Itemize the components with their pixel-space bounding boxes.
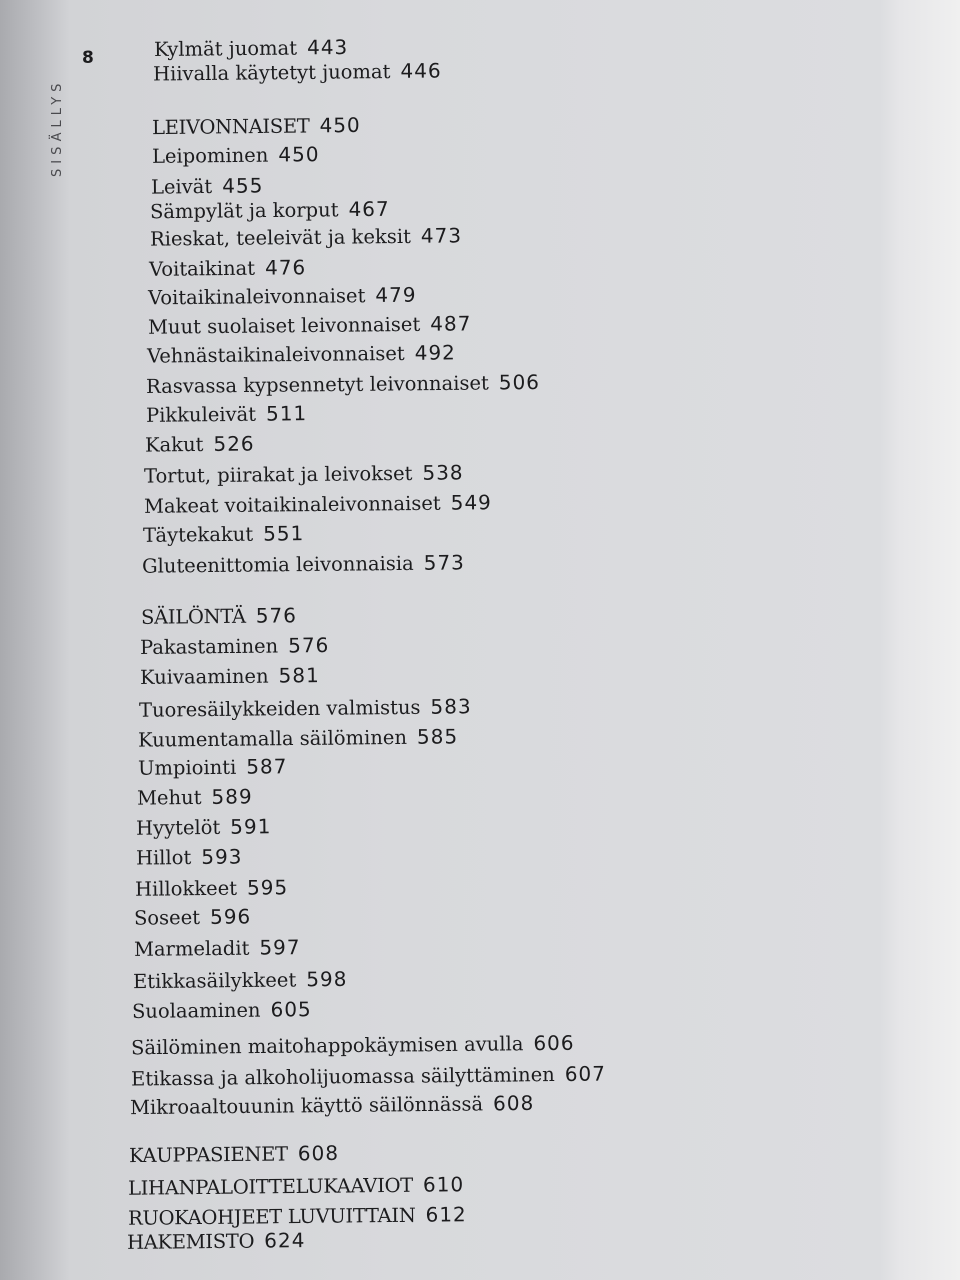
toc-entry-title: Leivät — [150, 174, 213, 199]
toc-entry — [135, 875, 288, 902]
toc-entry-page: 597 — [258, 935, 301, 960]
toc-entry-title: Makeat voitaikinaleivonnaiset — [143, 491, 441, 518]
toc-entry — [133, 967, 348, 994]
toc-entry-title: Sämpylät ja korput — [150, 198, 339, 224]
toc-entry-title: Säilöminen maitohappokäymisen avulla — [131, 1032, 524, 1060]
toc-entry-page: 511 — [265, 401, 308, 426]
toc-entry — [144, 460, 464, 488]
toc-entry-title: Muut suolaiset leivonnaiset — [147, 312, 421, 339]
toc-entry-page: 450 — [277, 142, 320, 167]
toc-entry — [136, 814, 272, 840]
toc-entry-title: Pakastaminen — [140, 634, 279, 659]
toc-entry-title: RUOKAOHJEET LUVUITTAIN — [127, 1203, 416, 1230]
toc-entry-page: 576 — [288, 633, 330, 658]
toc-entry-page: 492 — [414, 340, 457, 365]
toc-entry — [133, 935, 300, 962]
toc-entry — [151, 173, 264, 199]
toc-entry-page: 587 — [245, 754, 288, 779]
toc-entry-page: 596 — [210, 904, 252, 929]
toc-entry-page: 585 — [417, 724, 459, 749]
toc-entry-title: Kylmät juomat — [153, 36, 298, 62]
toc-entry-title: Voitaikinat — [148, 256, 256, 281]
toc-entry — [153, 58, 442, 86]
toc-entry-title: Voitaikinaleivonnaiset — [148, 284, 366, 310]
toc-entry-page: 598 — [306, 966, 348, 992]
toc-entry-title: Gluteenittomia leivonnaisia — [142, 551, 415, 578]
toc-entry-page: 473 — [420, 223, 462, 248]
toc-entry-title: Etikkasäilykkeet — [132, 968, 297, 994]
toc-entry — [140, 663, 320, 690]
toc-entry — [142, 550, 465, 578]
toc-entry-title: Pikkuleivät — [145, 402, 256, 427]
toc-entry — [148, 311, 472, 339]
toc-entry — [154, 35, 348, 62]
toc-entry-title: Tortut, piirakat ja leivokset — [144, 461, 413, 488]
toc-entry-page: 583 — [430, 694, 472, 719]
toc-entry-title: Umpiointi — [137, 755, 237, 780]
toc-entry — [141, 603, 297, 630]
toc-entry-title: Täytekakut — [142, 522, 254, 547]
toc-entry-page: 608 — [297, 1140, 340, 1166]
toc-entry-title: LEIVONNAISET — [152, 114, 310, 140]
toc-entry — [127, 1228, 306, 1255]
toc-entry-title: Hyytelöt — [136, 815, 221, 840]
toc-entry — [147, 340, 456, 368]
toc-entry — [130, 1091, 535, 1120]
toc-entry-page: 624 — [264, 1228, 306, 1253]
toc-entry-page: 595 — [246, 875, 289, 900]
toc-entry-page: 610 — [423, 1172, 465, 1197]
toc-entry-page: 551 — [262, 521, 305, 546]
toc-entry-title: Kuivaaminen — [139, 664, 269, 689]
toc-entry-title: Rieskat, teeleivät ja keksit — [149, 224, 411, 251]
toc-entry-page: 446 — [400, 58, 443, 83]
toc-entry — [140, 633, 330, 660]
toc-entry-page: 605 — [270, 997, 313, 1022]
page-number: 8 — [82, 48, 94, 68]
toc-entry-title: Marmeladit — [133, 936, 250, 961]
toc-entry-page: 573 — [423, 550, 466, 575]
toc-entry-page: 591 — [230, 814, 272, 839]
toc-entry-title: Mehut — [136, 785, 202, 810]
toc-entry-title: Hiivalla käytetyt juomat — [153, 60, 392, 86]
toc-entry — [143, 521, 305, 548]
toc-entry — [152, 113, 361, 140]
toc-entry-title: Rasvassa kypsennetyt leivonnaiset — [146, 371, 490, 399]
toc-entry-title: HAKEMISTO — [126, 1229, 255, 1254]
toc-entry-page: 443 — [306, 34, 349, 60]
toc-entry — [146, 370, 540, 399]
toc-entry-title: Kakut — [144, 432, 204, 457]
toc-entry — [132, 997, 312, 1024]
toc-entry — [150, 223, 462, 251]
toc-entry-page: 479 — [375, 282, 418, 308]
toc-entry-page: 538 — [422, 460, 465, 485]
toc-entry-page: 576 — [255, 603, 298, 628]
toc-entry — [150, 197, 390, 225]
toc-entry-title: Hillokkeet — [134, 876, 238, 901]
toc-entry-title: KAUPPASIENET — [128, 1142, 288, 1168]
toc-entry — [144, 490, 492, 519]
toc-entry-title: Vehnästaikinaleivonnaiset — [146, 341, 405, 368]
toc-entry — [137, 784, 253, 810]
toc-entry-title: SÄILÖNTÄ — [141, 604, 247, 629]
running-head: SISÄLLYS — [50, 78, 65, 177]
toc-entry — [149, 255, 306, 282]
toc-entry — [131, 1031, 575, 1061]
toc-entry-title: Tuoresäilykkeiden valmistus — [138, 695, 421, 722]
toc-entry-page: 476 — [264, 255, 307, 280]
toc-entry-page: 526 — [213, 431, 255, 456]
toc-entry — [148, 283, 417, 311]
toc-entry-page: 607 — [564, 1061, 606, 1086]
toc-entry — [145, 431, 255, 457]
toc-entry-page: 450 — [319, 112, 362, 138]
toc-entry — [139, 694, 472, 722]
toc-entry-title: Soseet — [134, 905, 201, 930]
toc-entry-page: 593 — [200, 844, 243, 869]
toc-entry — [127, 1202, 466, 1231]
toc-entry — [136, 844, 243, 870]
toc-entry-title: Hillot — [135, 845, 192, 870]
toc-entry — [128, 1172, 464, 1201]
toc-entry — [138, 754, 288, 781]
toc-entry-title: Kuumentamalla säilöminen — [138, 725, 408, 752]
toc-entry — [134, 904, 251, 930]
toc-entry — [146, 401, 307, 428]
toc-entry-page: 467 — [348, 196, 391, 222]
toc-entry — [138, 724, 458, 752]
toc-entry-page: 487 — [429, 311, 472, 336]
toc-entry-page: 608 — [493, 1090, 535, 1116]
toc-entry-title: Leipominen — [151, 143, 269, 168]
toc-entry-page: 612 — [424, 1202, 467, 1227]
toc-entry-page: 589 — [211, 784, 253, 809]
toc-entry — [151, 142, 319, 169]
toc-entry-page: 549 — [450, 490, 492, 515]
toc-entry-title: Mikroaaltouunin käyttö säilönnässä — [129, 1092, 484, 1120]
toc-entry-title: Suolaaminen — [132, 998, 261, 1023]
toc-entry-page: 506 — [499, 369, 541, 395]
toc-entry-page: 455 — [221, 173, 264, 198]
toc-entry-title: LIHANPALOITTELUKAAVIOT — [128, 1173, 414, 1200]
toc-entry — [131, 1062, 606, 1092]
toc-entry-page: 606 — [533, 1030, 576, 1056]
toc-entry-page: 581 — [278, 663, 320, 688]
toc-entry — [129, 1141, 339, 1168]
toc-entry-title: Etikassa ja alkoholijuomassa säilyttäminen — [130, 1063, 555, 1091]
